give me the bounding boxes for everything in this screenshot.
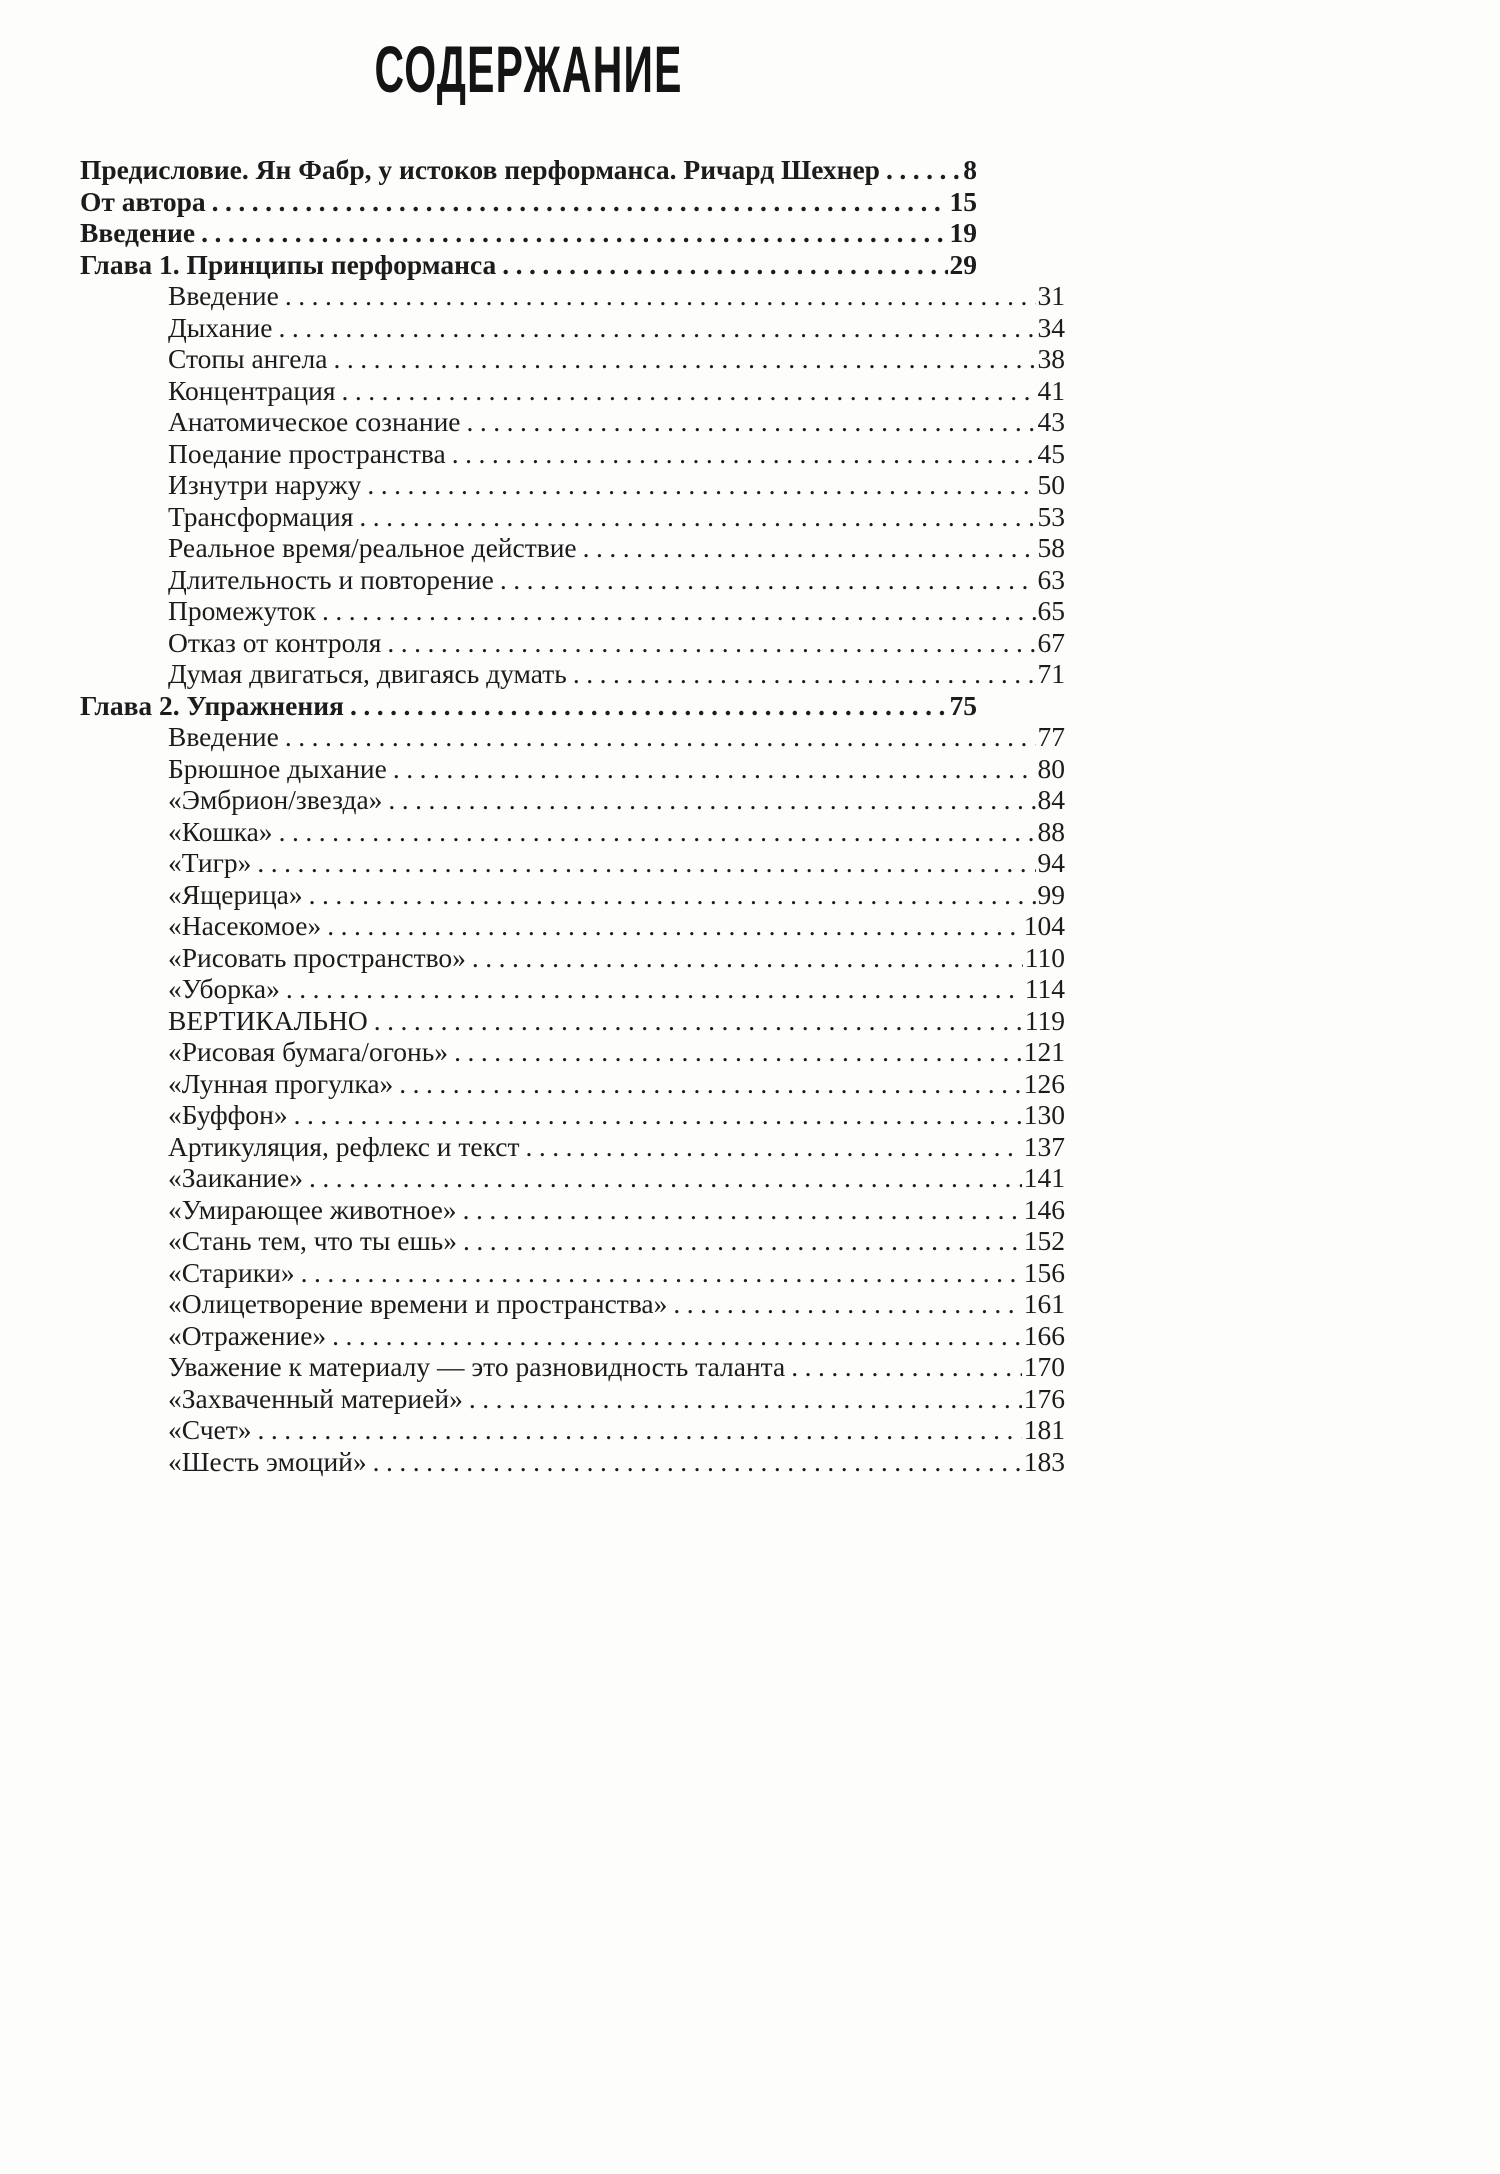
toc-entry-page-number: 43 [1037,406,1065,437]
toc-entry-page-number: 137 [1023,1130,1065,1162]
toc-entry-page-number: 38 [1037,343,1065,374]
toc-entry-page-number: 110 [1024,941,1065,973]
toc-entry-label: «Ящерица» [168,878,303,910]
toc-entry-label: «Заикание» [168,1162,303,1193]
toc-entry-page-number: 88 [1037,815,1065,847]
toc-entry-page-number: 63 [1037,563,1065,595]
toc-entry [80,1036,1065,1068]
toc-entry-label: «Насекомое» [168,910,322,941]
toc-leader-dots [583,532,1036,564]
toc-entry-page-number: 41 [1037,374,1065,406]
toc-entry-label: От автора [80,185,206,217]
toc-leader-dots [285,721,1036,753]
toc-leader-dots [573,658,1036,690]
toc-entry [80,1131,1065,1163]
toc-list [80,154,1065,1477]
toc-entry-page-number: 34 [1037,311,1065,343]
toc-entry-label: Артикуляция, рефлекс и текст [168,1130,520,1162]
toc-leader-dots [500,564,1036,596]
toc-leader-dots [327,910,1022,942]
toc-entry-label: Дыхание [168,311,273,343]
toc-entry-label: Введение [80,217,196,248]
toc-leader-dots [373,1446,1022,1478]
toc-leader-dots [469,1383,1022,1415]
toc-leader-dots [286,973,1023,1005]
toc-entry [80,1162,1065,1194]
toc-content-column [80,0,1065,1477]
toc-leader-dots [367,469,1035,501]
toc-entry [80,1351,1065,1383]
toc-entry-label: «Эмбрион/звезда» [168,784,383,815]
toc-entry [80,627,1065,659]
toc-leader-dots [309,1162,1022,1194]
toc-entry-page-number: 15 [949,185,977,217]
toc-entry [80,186,977,218]
toc-entry [80,879,1065,911]
toc-leader-dots [467,406,1036,438]
toc-entry-page-number: 161 [1023,1288,1065,1319]
toc-entry-label: Длительность и повторение [168,563,494,595]
toc-entry-label: «Олицетворение времени и пространства» [168,1288,668,1319]
toc-entry-page-number: 130 [1023,1099,1065,1130]
toc-entry-label: Введение [168,721,279,752]
toc-entry-page-number: 183 [1023,1445,1065,1477]
toc-entry-page-number: 104 [1023,910,1065,941]
toc-entry [80,1005,1065,1037]
toc-entry-page-number: 50 [1037,469,1065,500]
toc-entry-page-number: 126 [1023,1067,1065,1099]
toc-leader-dots [257,847,1035,879]
toc-leader-dots [294,1099,1022,1131]
toc-entry [80,753,1065,785]
toc-entry-page-number: 75 [949,689,977,721]
toc-entry-page-number: 8 [963,154,977,185]
toc-leader-dots [322,595,1036,627]
toc-entry [80,1383,1065,1415]
toc-entry-page-number: 119 [1024,1004,1065,1036]
toc-entry [80,1068,1065,1100]
toc-leader-dots [212,186,948,218]
toc-entry-page-number: 71 [1037,658,1065,689]
toc-entry [80,1225,1065,1257]
toc-entry [80,721,1065,753]
toc-entry-page-number: 181 [1023,1414,1065,1445]
toc-entry-label: Введение [168,280,279,311]
toc-entry-label: Глава 2. Упражнения [80,689,344,721]
toc-entry [80,154,977,186]
toc-entry-label: Думая двигаться, двигаясь думать [168,658,567,689]
toc-entry [80,280,1065,312]
toc-entry-label: «Счет» [168,1414,252,1445]
toc-entry-page-number: 67 [1037,626,1065,658]
toc-entry [80,1320,1065,1352]
toc-leader-dots [387,627,1035,659]
toc-entry [80,847,1065,879]
toc-entry [80,910,1065,942]
page-title [80,32,977,106]
toc-entry-page-number: 170 [1023,1351,1065,1382]
toc-leader-dots [526,1131,1022,1163]
toc-leader-dots [333,343,1035,375]
toc-entry-page-number: 146 [1023,1193,1065,1225]
toc-entry-label: ВЕРТИКАЛЬНО [168,1004,368,1036]
toc-entry [80,784,1065,816]
toc-entry-page-number: 156 [1023,1256,1065,1288]
toc-entry-page-number: 141 [1023,1162,1065,1193]
toc-entry [80,564,1065,596]
toc-entry-label: «Тигр» [168,847,252,878]
toc-leader-dots [463,1194,1022,1226]
toc-leader-dots [399,1068,1021,1100]
toc-entry-page-number: 176 [1023,1382,1065,1414]
toc-entry-page-number: 19 [949,217,977,248]
toc-entry-page-number: 121 [1023,1036,1065,1067]
toc-entry [80,469,1065,501]
page-title-text: СОДЕРЖАНИЕ [374,32,683,106]
toc-entry-page-number: 58 [1037,532,1065,563]
toc-leader-dots [374,1005,1023,1037]
toc-entry [80,1414,1065,1446]
toc-entry-label: Реальное время/реальное действие [168,532,577,563]
toc-entry-label: «Уборка» [168,973,280,1004]
toc-entry-page-number: 53 [1037,500,1065,532]
toc-entry-page-number: 80 [1037,752,1065,784]
toc-entry [80,375,1065,407]
toc-leader-dots [472,942,1023,974]
toc-leader-dots [285,280,1036,312]
toc-entry [80,501,1065,533]
toc-entry [80,595,1065,627]
toc-leader-dots [279,816,1036,848]
toc-entry-label: «Захваченный материей» [168,1382,463,1414]
toc-leader-dots [886,154,961,186]
toc-entry-page-number: 31 [1037,280,1065,311]
toc-entry [80,438,1065,470]
toc-leader-dots [388,784,1035,816]
toc-entry-label: Глава 1. Принципы перформанса [80,248,497,280]
toc-leader-dots [502,249,947,281]
toc-entry-label: Промежуток [168,595,316,626]
toc-entry-label: «Рисовая бумага/огонь» [168,1036,449,1067]
toc-entry-label: Предисловие. Ян Фабр, у истоков перформанса. Ричард Шехнер [80,154,880,185]
toc-entry [80,658,1065,690]
toc-entry-page-number: 152 [1023,1225,1065,1256]
toc-entry-label: «Умирающее животное» [168,1193,457,1225]
toc-leader-dots [791,1351,1022,1383]
toc-entry-label: «Шесть эмоций» [168,1445,367,1477]
toc-leader-dots [359,501,1035,533]
toc-entry-label: Изнутри наружу [168,469,362,500]
toc-entry [80,1446,1065,1478]
toc-entry [80,406,1065,438]
toc-entry-label: Анатомическое сознание [168,406,461,437]
toc-entry-label: «Стань тем, что ты ешь» [168,1225,457,1256]
toc-leader-dots [201,217,947,249]
toc-leader-dots [452,438,1036,470]
toc-entry [80,532,1065,564]
toc-entry [80,690,977,722]
toc-entry-page-number: 45 [1037,437,1065,469]
toc-entry-label: Брюшное дыхание [168,752,387,784]
toc-entry-page-number: 114 [1024,973,1065,1004]
toc-entry [80,816,1065,848]
toc-leader-dots [393,753,1036,785]
toc-entry-page-number: 94 [1037,847,1065,878]
toc-leader-dots [258,1414,1022,1446]
toc-leader-dots [332,1320,1022,1352]
toc-entry-page-number: 84 [1037,784,1065,815]
toc-entry [80,1099,1065,1131]
toc-entry-page-number: 65 [1037,595,1065,626]
toc-entry-page-number: 166 [1023,1319,1065,1351]
toc-entry-label: «Лунная прогулка» [168,1067,394,1099]
toc-entry [80,249,977,281]
toc-entry [80,1257,1065,1289]
toc-entry-label: Поедание пространства [168,437,446,469]
toc-entry [80,942,1065,974]
toc-leader-dots [278,312,1035,344]
toc-entry-label: Стопы ангела [168,343,328,374]
toc-leader-dots [301,1257,1022,1289]
toc-entry-label: «Рисовать пространство» [168,941,466,973]
toc-entry [80,973,1065,1005]
toc-entry-label: «Буффон» [168,1099,288,1130]
toc-entry [80,312,1065,344]
toc-entry-label: Трансформация [168,500,354,532]
toc-entry-label: Концентрация [168,374,336,406]
toc-entry-label: Отказ от контроля [168,626,382,658]
toc-leader-dots [673,1288,1021,1320]
toc-entry-page-number: 77 [1037,721,1065,752]
toc-entry-page-number: 99 [1037,878,1065,910]
toc-entry-label: Уважение к материалу — это разновидность таланта [168,1351,786,1382]
toc-entry-label: «Старики» [168,1256,295,1288]
toc-entry-label: «Отражение» [168,1319,327,1351]
toc-leader-dots [341,375,1035,407]
toc-leader-dots [350,690,948,722]
toc-entry-label: «Кошка» [168,815,273,847]
toc-leader-dots [309,879,1036,911]
toc-leader-dots [463,1225,1022,1257]
toc-entry [80,217,977,249]
toc-leader-dots [454,1036,1022,1068]
toc-entry [80,343,1065,375]
toc-entry [80,1194,1065,1226]
toc-entry [80,1288,1065,1320]
toc-entry-page-number: 29 [949,248,977,280]
